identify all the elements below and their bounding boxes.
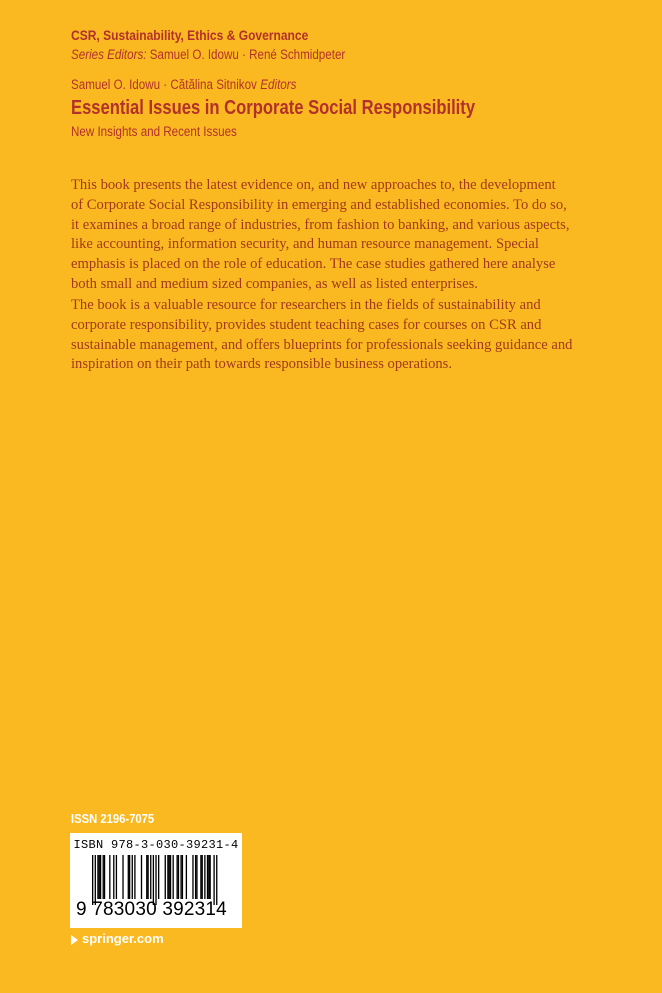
barcode-bar	[186, 855, 187, 899]
barcode-bar	[158, 855, 159, 899]
blurb-line: sustainable management, and offers blueprints for professionals seeking guidance and	[71, 336, 573, 353]
barcode-bars	[92, 855, 220, 905]
barcode-bar	[103, 855, 104, 899]
barcode-bar	[208, 855, 209, 899]
book-editors-label: Editors	[260, 77, 297, 92]
barcode-bar	[92, 855, 93, 905]
barcode-bar	[150, 855, 151, 899]
barcode-bar	[192, 855, 193, 899]
publisher-link[interactable]	[71, 931, 164, 946]
book-subtitle: New Insights and Recent Issues	[71, 124, 237, 139]
blurb-paragraph-2	[71, 296, 631, 375]
blurb-line: of Corporate Social Responsibility in emerging and established economies. To do so,	[71, 196, 567, 213]
barcode-digits: 9 783030 392314	[76, 899, 227, 920]
barcode-bar	[99, 855, 100, 899]
series-editors-label: Series Editors:	[71, 47, 147, 62]
barcode-bar	[176, 855, 177, 899]
issn: ISSN 2196-7075	[71, 812, 155, 826]
barcode-bar	[122, 855, 123, 899]
barcode-bar	[209, 855, 210, 899]
publisher-link-text: springer.com	[82, 931, 164, 946]
barcode-bar	[141, 855, 142, 899]
barcode-bar	[104, 855, 105, 899]
barcode-bar	[134, 855, 135, 899]
blurb-line: both small and medium sized companies, as well as listed enterprises.	[71, 275, 478, 292]
barcode-bar	[153, 855, 154, 905]
series-editors	[71, 47, 345, 62]
barcode-bar	[170, 855, 171, 899]
book-title: Essential Issues in Corporate Social Responsibility	[71, 97, 476, 119]
blurb-line: inspiration on their path towards responsible business operations.	[71, 356, 452, 373]
series-editors-names: Samuel O. Idowu · René Schmidpeter	[149, 47, 346, 62]
barcode-bar	[173, 855, 174, 899]
barcode-bar	[216, 855, 217, 905]
barcode-bar	[100, 855, 101, 899]
barcode-bar	[167, 855, 168, 899]
blurb-line: This book presents the latest evidence on, and new approaches to, the development	[71, 177, 556, 193]
arrow-right-icon	[71, 935, 78, 945]
book-editors	[71, 77, 296, 92]
barcode-bar	[95, 855, 96, 905]
blurb-line: it examines a broad range of industries, from fashion to banking, and various aspects,	[71, 216, 570, 233]
barcode-bar	[204, 855, 205, 899]
barcode-bar	[109, 855, 110, 899]
barcode-bar	[196, 855, 197, 899]
barcode-bar	[113, 855, 114, 899]
barcode-bar	[116, 855, 117, 899]
blurb-line: like accounting, information security, and human resource management. Special	[71, 236, 539, 253]
barcode-bar	[200, 855, 201, 899]
barcode-bar	[207, 855, 208, 899]
barcode-bar	[178, 855, 179, 899]
barcode-bar	[97, 855, 98, 899]
barcode-bar	[213, 855, 214, 905]
barcode-bar	[129, 855, 130, 899]
barcode	[70, 833, 242, 928]
barcode-bar	[128, 855, 129, 899]
book-editors-names: Samuel O. Idowu · Cătălina Sitnikov	[71, 77, 257, 92]
blurb-line: The book is a valuable resource for researchers in the fields of sustainability and	[71, 297, 541, 313]
blurb-line: emphasis is placed on the role of education. The case studies gathered here analyse	[71, 256, 556, 273]
blurb-line: corporate responsibility, provides student teaching cases for courses on CSR and	[71, 316, 542, 333]
barcode-bar	[165, 855, 166, 899]
barcode-bar	[169, 855, 170, 899]
isbn-text: ISBN 978-3-030-39231-4	[73, 838, 239, 852]
barcode-bar	[182, 855, 183, 899]
barcode-bar	[195, 855, 196, 899]
blurb-paragraph-1	[71, 176, 631, 295]
barcode-bar	[132, 855, 133, 899]
barcode-bar	[147, 855, 148, 899]
barcode-bar	[146, 855, 147, 899]
barcode-bar	[202, 855, 203, 899]
barcode-bar	[180, 855, 181, 899]
series-name: CSR, Sustainability, Ethics & Governance	[71, 27, 309, 43]
barcode-bar	[155, 855, 156, 905]
